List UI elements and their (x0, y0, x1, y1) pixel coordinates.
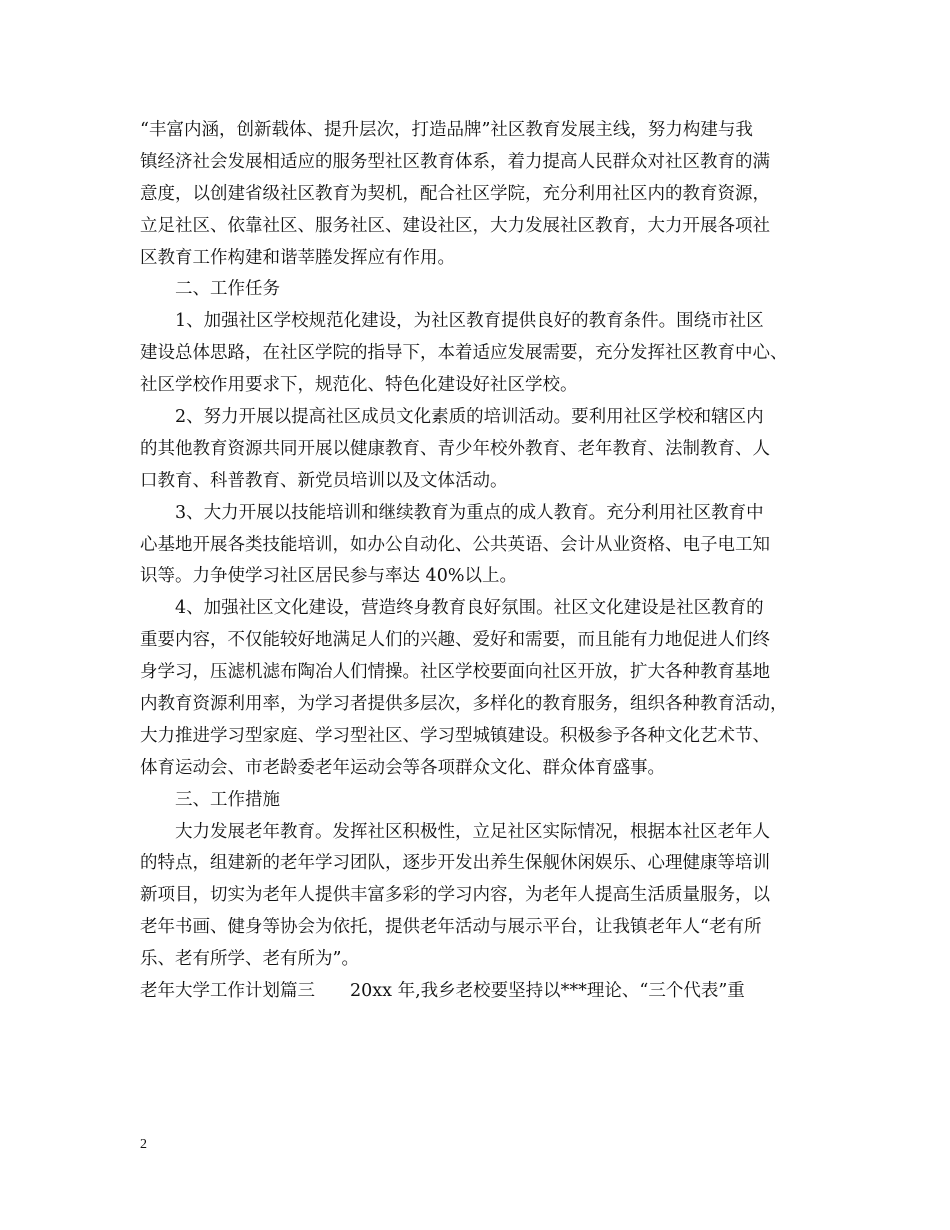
text-line: 4、加强社区文化建设，营造终身教育良好氛围。社区文化建设是社区教育的 (140, 598, 764, 619)
text-line: 大力发展老年教育。发挥社区积极性，立足社区实际情况，根据本社区老年人 (140, 821, 770, 842)
text-line: 意度，以创建省级社区教育为契机，配合社区学院，充分利用社区内的教育资源， (140, 183, 770, 204)
text-line: 老年大学工作计划篇三 20xx 年,我乡老校要坚持以***理论、“三个代表”重 (140, 981, 745, 1002)
text-line: 心基地开展各类技能培训，如办公自动化、公共英语、会计从业资格、电子电工知 (140, 534, 770, 555)
text-line: 内教育资源利用率，为学习者提供多层次，多样化的教育服务，组织各种教育活动， (140, 694, 788, 715)
text-line: 区教育工作构建和谐莘塍发挥应有作用。 (140, 247, 455, 268)
text-line: 社区学校作用要求下，规范化、特色化建设好社区学校。 (140, 375, 578, 396)
text-line: 三、工作措施 (140, 789, 280, 810)
text-line: 镇经济社会发展相适应的服务型社区教育体系，着力提高人民群众对社区教育的满 (140, 151, 770, 172)
text-line: 重要内容，不仅能较好地满足人们的兴趣、爱好和需要，而且能有力地促进人们终 (140, 630, 770, 651)
text-line: 立足社区、依靠社区、服务社区、建设社区，大力发展社区教育，大力开展各项社 (140, 215, 770, 236)
text-line: 新项目，切实为老年人提供丰富多彩的学习内容，为老年人提高生活质量服务，以 (140, 885, 770, 906)
text-line: 3、大力开展以技能培训和继续教育为重点的成人教育。充分利用社区教育中 (140, 502, 764, 523)
text-line: 2、努力开展以提高社区成员文化素质的培训活动。要利用社区学校和辖区内 (140, 407, 764, 428)
text-line: 的特点，组建新的老年学习团队，逐步开发出养生保舰休闲娱乐、心理健康等培训 (140, 853, 770, 874)
page-number: 2 (140, 1137, 147, 1152)
text-line: 口教育、科普教育、新党员培训以及文体活动。 (140, 470, 508, 491)
text-line: 乐、老有所学、老有所为”。 (140, 949, 359, 970)
text-line: 1、加强社区学校规范化建设，为社区教育提供良好的教育条件。围绕市社区 (140, 311, 764, 332)
text-line: “丰富内涵，创新载体、提升层次，打造品牌”社区教育发展主线，努力构建与我 (140, 120, 753, 140)
text-line: 大力推进学习型家庭、学习型社区、学习型城镇建设。积极参予各种文化艺术节、 (140, 725, 770, 746)
text-line: 建设总体思路，在社区学院的指导下，本着适应发展需要，充分发挥社区教育中心、 (140, 343, 788, 364)
text-line: 体育运动会、市老龄委老年运动会等各项群众文化、群众体育盛事。 (140, 757, 665, 778)
text-line: 识等。力争使学习社区居民参与率达 40%以上。 (140, 566, 517, 587)
document-body (140, 115, 820, 1008)
text-line: 的其他教育资源共同开展以健康教育、青少年校外教育、老年教育、法制教育、人 (140, 438, 770, 459)
text-line: 身学习，压滤机滤布陶冶人们情操。社区学校要面向社区开放，扩大各种教育基地 (140, 662, 770, 683)
text-line: 二、工作任务 (140, 279, 280, 300)
text-line: 老年书画、健身等协会为依托，提供老年活动与展示平台，让我镇老年人“老有所 (140, 917, 762, 938)
